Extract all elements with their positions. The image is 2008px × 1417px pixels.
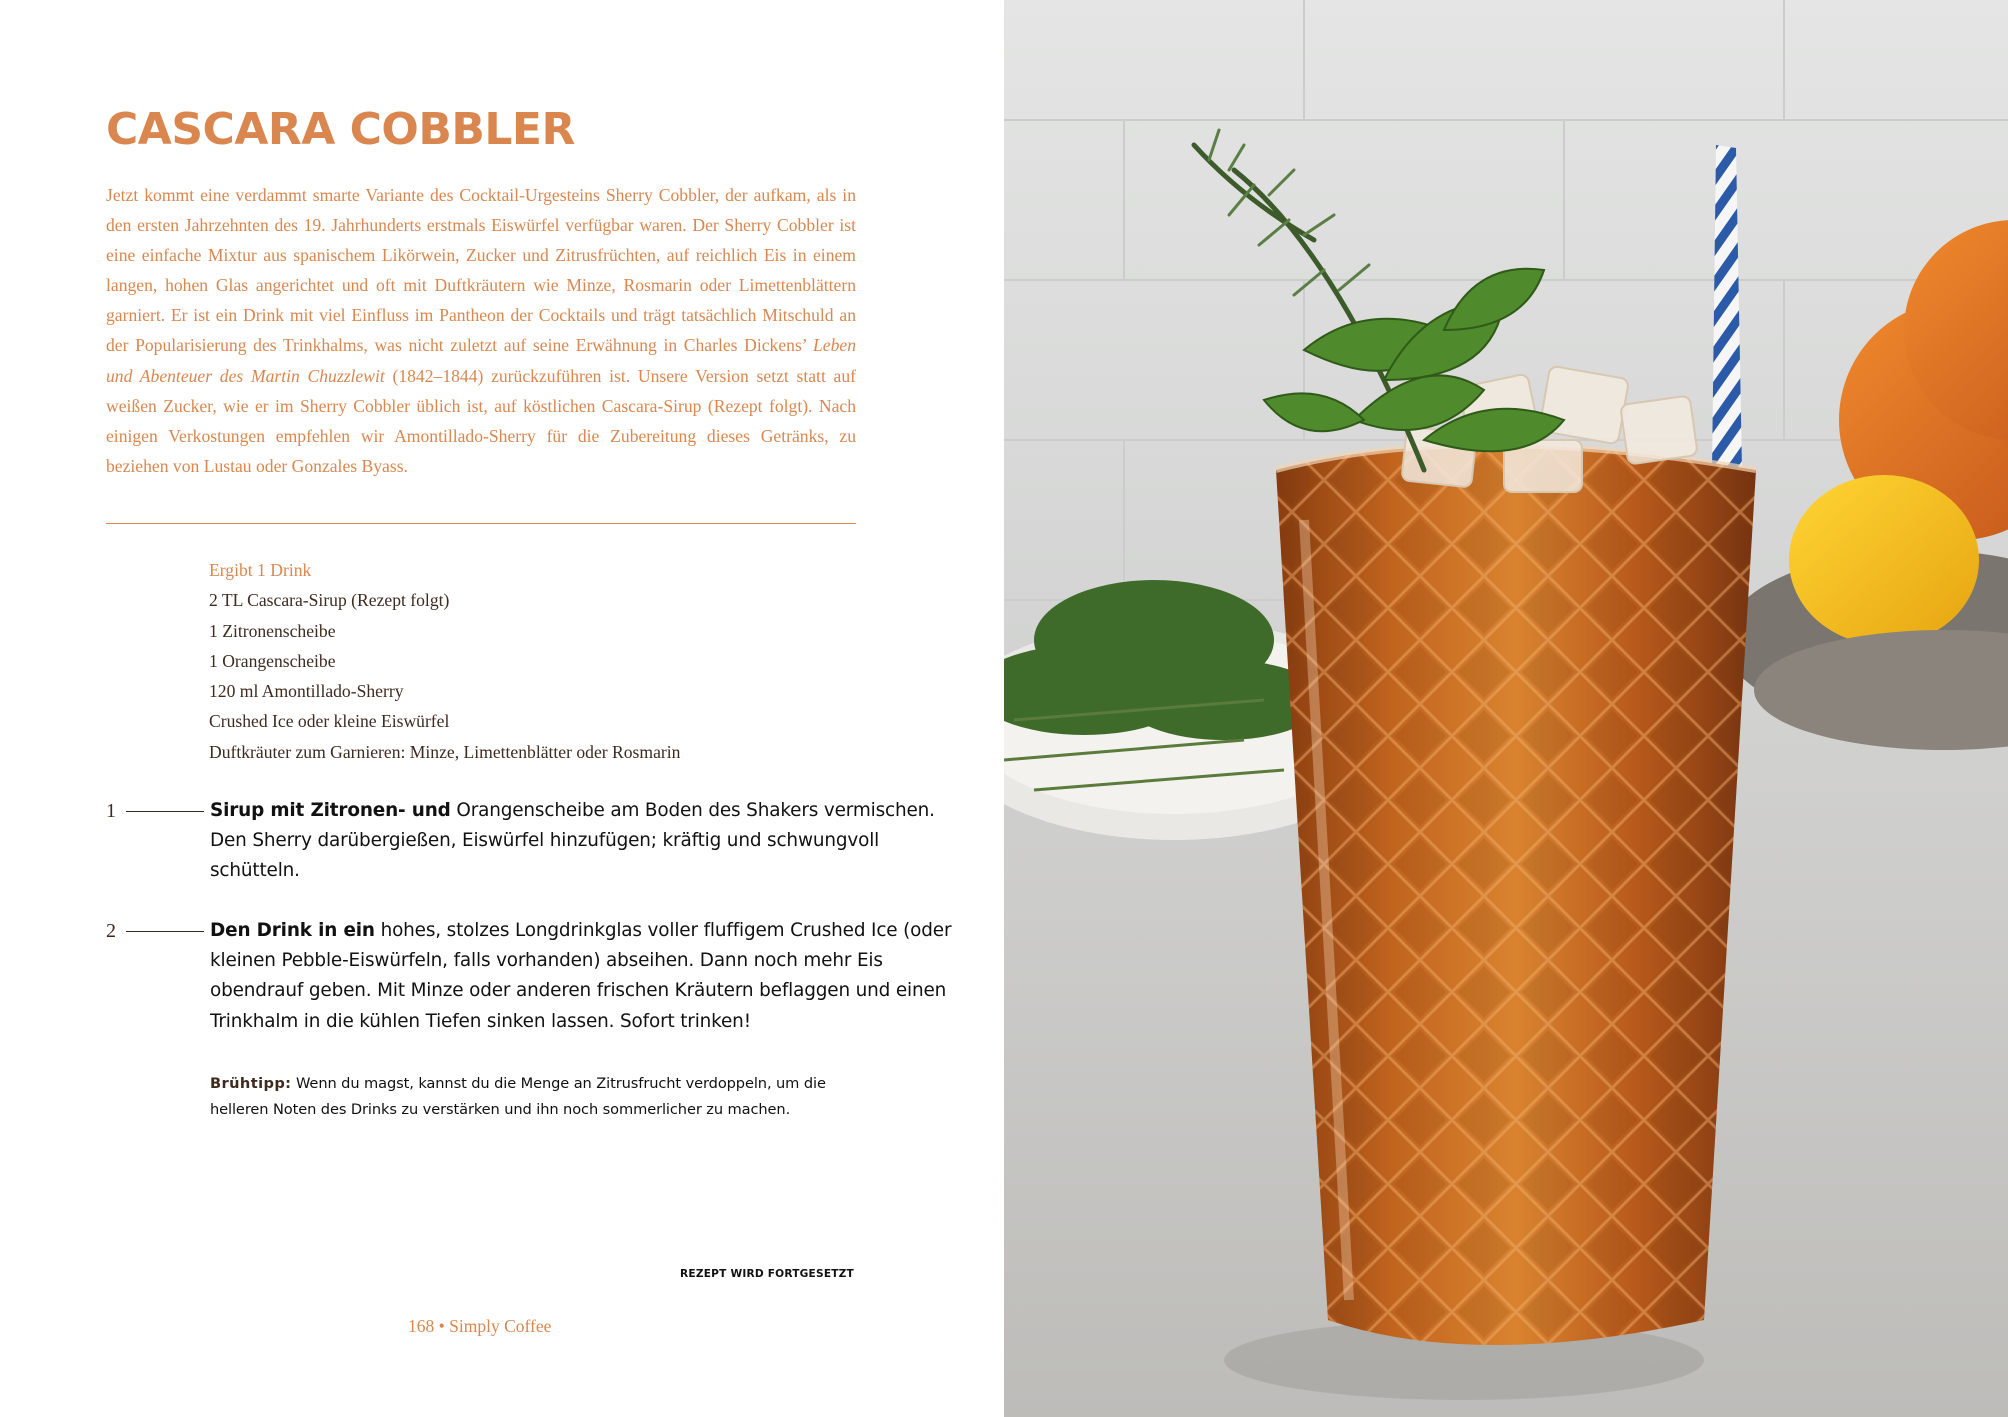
intro-book-title: Leben und Abenteuer des Martin Chuzzlewit <box>106 335 856 386</box>
step-body: Orangenscheibe am Boden des Shakers vermischen. Den Sherry darübergießen, Eiswürfel hinzufügen; kräftig und schwungvoll schütteln. <box>210 800 935 882</box>
page-footer: 168 • Simply Coffee <box>408 1316 552 1336</box>
recipe-intro <box>106 180 856 481</box>
step-lead: Den Drink in ein <box>210 920 375 941</box>
recipe-title: CASCARA COBBLER <box>106 104 575 155</box>
ingredient-list <box>209 555 680 767</box>
step-body: hohes, stolzes Longdrinkglas voller fluffigem Crushed Ice (oder kleinen Pebble-Eiswürfeln, falls vorhanden) abseihen. Dann noch mehr Eis obendrauf geben. Mit Minze oder anderen frischen Kräutern beflaggen und einen Trinkhalm in die kühlen Tiefen sinken lassen. Sofort trinken! <box>210 920 952 1032</box>
intro-text-part-1: Jetzt kommt eine verdammt smarte Variante des Cocktail-Urgesteins Sherry Cobbler, der aufkam, als in den ersten Jahrzehnten des 19. Jahrhunderts erstmals Eiswürfel verfügbar waren. Der Sherry Cobbler ist eine einfache Mixtur aus spanischem Likörwein, Zucker und Zitrusfrüchten, auf reichlich Eis in einem langen, hohen Glas angerichtet und oft mit Duftkräutern wie Minze, Rosmarin oder Limettenblättern garniert. Er ist ein Drink mit viel Einfluss im Pantheon der Cocktails und trägt tatsächlich Mitschuld an der Popularisierung des Trinkhalms, was nicht zuletzt auf seine Erwähnung in Charles Dickens’ <box>106 185 856 356</box>
intro-text-part-2: (1842–1844) zurückzuführen ist. Unsere Version setzt statt auf weißen Zucker, wie er im Sherry Cobbler üblich ist, auf köstlichen Cascara-Sirup (Rezept folgt). Nach einigen Verkostungen empfehlen wir Amontillado-Sherry für die Zubereitung dieses Getränks, zu beziehen von Lustau oder Gonzales Byass. <box>106 365 856 476</box>
step-rule <box>126 931 204 932</box>
ingredient-item: 2 TL Cascara-Sirup (Rezept folgt) <box>209 590 450 611</box>
cocktail-photo <box>1004 0 2008 1417</box>
brew-tip-label: Brühtipp: <box>210 1075 292 1092</box>
step-number: 2 <box>106 920 116 942</box>
yield-line: Ergibt 1 Drink <box>209 560 312 580</box>
continued-note: REZEPT WIRD FORTGESETZT <box>680 1268 854 1280</box>
ingredient-item: 120 ml Amontillado-Sherry <box>209 681 404 702</box>
brew-tip-text: Wenn du magst, kannst du die Menge an Zitrusfrucht verdoppeln, um die helleren Noten des Drinks zu verstärken und ihn noch sommerlicher zu machen. <box>210 1075 826 1118</box>
step-text <box>210 796 960 887</box>
ingredient-item: Crushed Ice oder kleine Eiswürfel <box>209 711 450 732</box>
step-text <box>210 916 960 1037</box>
section-divider <box>106 523 856 524</box>
ingredient-item: 1 Zitronenscheibe <box>209 620 336 641</box>
step-number: 1 <box>106 800 116 822</box>
ingredient-item: Duftkräuter zum Garnieren: Minze, Limettenblätter oder Rosmarin <box>209 741 681 762</box>
step-rule <box>126 811 204 812</box>
brew-tip <box>210 1071 870 1123</box>
cocktail-illustration <box>1004 0 2008 1417</box>
step-lead: Sirup mit Zitronen- und <box>210 800 451 821</box>
ingredient-item: 1 Orangenscheibe <box>209 650 336 671</box>
